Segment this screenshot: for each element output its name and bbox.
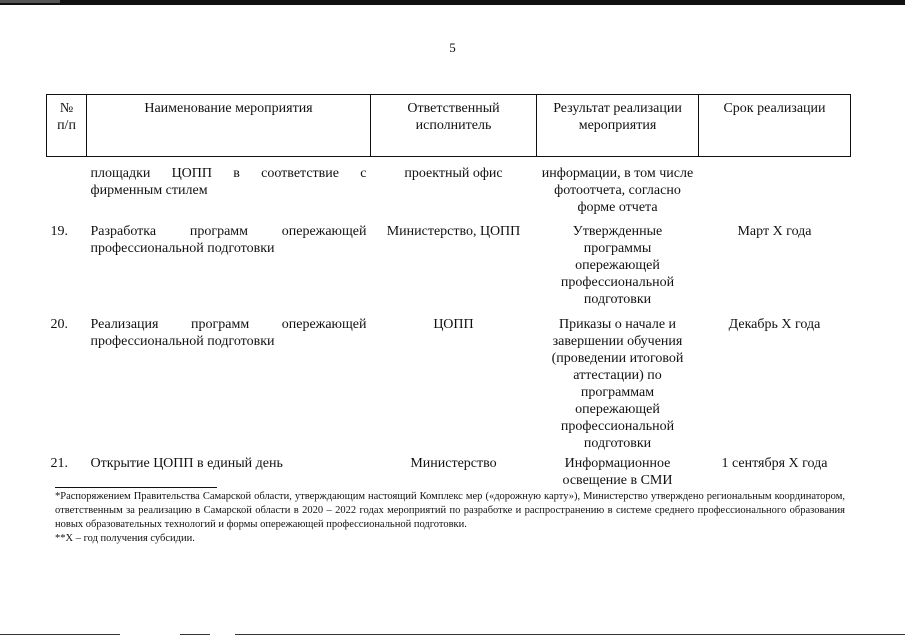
page-number: 5: [449, 40, 456, 55]
header-name: Наименование мероприятия: [87, 95, 371, 157]
scan-top-border: [0, 0, 905, 5]
row-responsible: Министерство, ЦОПП: [386, 224, 521, 239]
table-row: [47, 308, 851, 452]
row-result: Информационное освещение в СМИ: [562, 456, 673, 488]
row-num: 20.: [50, 317, 68, 332]
footnote-2: **Х – год получения субсидии.: [55, 533, 195, 544]
row-result: Приказы о начале и завершении обучения (проведении итоговой аттестации) по программам опережающей профессиональной подготовки: [551, 317, 684, 451]
scan-top-mark: [0, 0, 60, 3]
row-responsible: проектный офис: [404, 166, 503, 181]
footnotes: [55, 490, 845, 546]
row-num: 19.: [50, 224, 68, 239]
row-responsible: ЦОПП: [433, 317, 474, 332]
table-row: [47, 216, 851, 308]
footnote-separator: [55, 487, 217, 488]
header-num: № п/п: [47, 95, 87, 157]
header-result: Результат реализации мероприятия: [537, 95, 699, 157]
row-name: Реализация программ опережающей профессиональной подготовки: [90, 317, 367, 349]
row-result: Утвержденные программы опережающей профессиональной подготовки: [560, 224, 675, 307]
table-row: [47, 157, 851, 217]
row-term: 1 сентября Х года: [721, 456, 828, 471]
measures-table: [46, 94, 851, 489]
row-name: Разработка программ опережающей профессиональной подготовки: [90, 224, 367, 256]
row-term: Март Х года: [737, 224, 812, 239]
table-header-row: [47, 95, 851, 157]
row-result: информации, в том числе фотоотчета, согласно форме отчета: [541, 166, 694, 215]
scan-bottom-marks: [0, 634, 905, 636]
row-term: [699, 157, 851, 217]
row-name: площадки ЦОПП в соответствие с фирменным стилем: [90, 166, 367, 198]
row-num: 21.: [50, 456, 68, 471]
table-row: [47, 452, 851, 489]
row-num: [47, 157, 87, 217]
header-responsible: Ответственный исполнитель: [371, 95, 537, 157]
row-responsible: Министерство: [410, 456, 497, 471]
row-term: Декабрь Х года: [728, 317, 821, 332]
row-name: Открытие ЦОПП в единый день: [90, 456, 283, 471]
header-term: Срок реализации: [699, 95, 851, 157]
footnote-1: *Распоряжением Правительства Самарской области, утверждающим настоящий Комплекс мер («дорожную карту»), Министерство утверждено региональным координатором, ответственным за реализацию в Самарской области в 2020 – 2022 годах мероприятий по разработке и распространению в системе среднего профессионального образования новых образовательных технологий и формы опережающей профессиональной подготовки.: [55, 491, 845, 530]
